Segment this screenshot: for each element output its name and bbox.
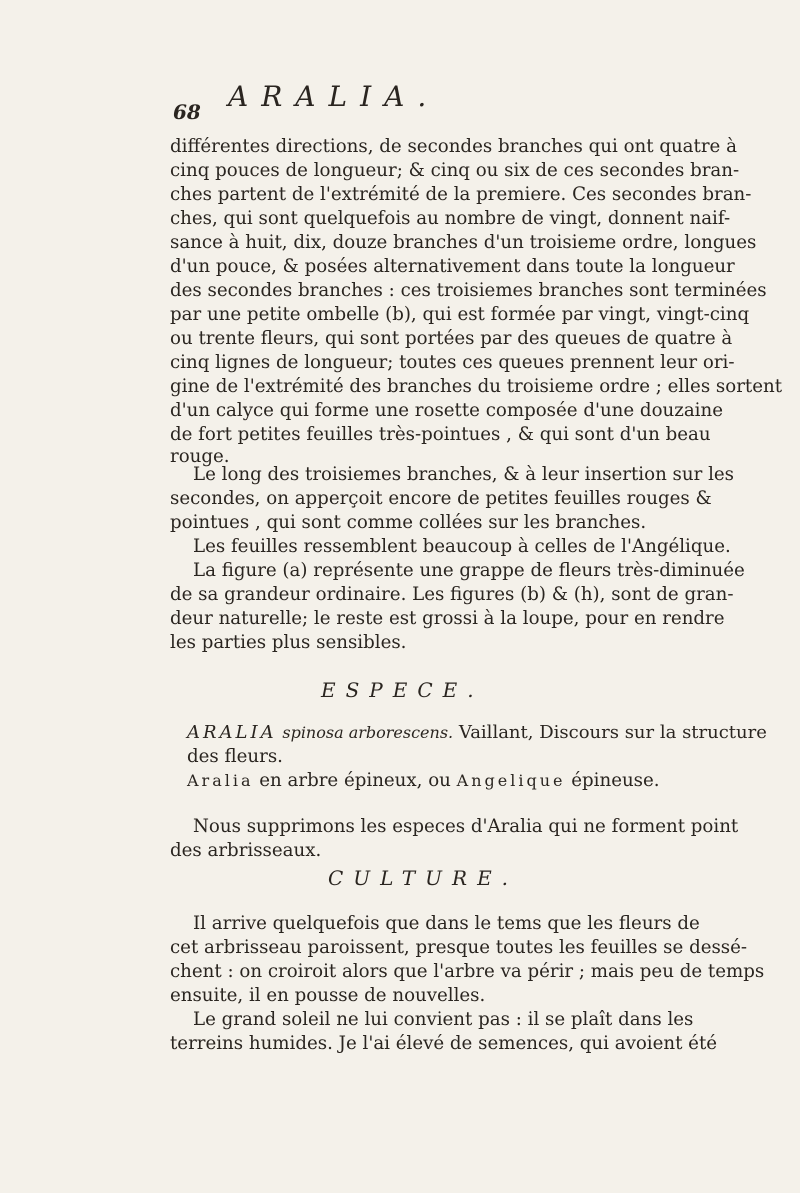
species-latin: spinosa arborescens.	[282, 723, 454, 742]
text-line: de sa grandeur ordinaire. Les figures (b) & (h), sont de gran-	[170, 584, 734, 605]
section-heading-culture: CULTURE.	[328, 866, 519, 890]
text-line: des arbrisseaux.	[170, 840, 322, 861]
text-line: ou trente fleurs, qui sont portées par des queues de quatre à	[170, 328, 733, 349]
page-number: 68	[173, 100, 201, 124]
text-line: Nous supprimons les especes d'Aralia qui ne forment point	[193, 816, 739, 837]
text-line: par une petite ombelle (b), qui est formée par vingt, vingt-cinq	[170, 304, 750, 325]
french-name-end: épineuse.	[565, 770, 660, 791]
text-line: La figure (a) représente une grappe de fleurs très-diminuée	[193, 560, 745, 581]
text-line: d'un calyce qui forme une rosette composée d'une douzaine	[170, 400, 723, 421]
text-line: cet arbrisseau paroissent, presque toutes les feuilles se dessé-	[170, 937, 748, 958]
text-line: les parties plus sensibles.	[170, 632, 407, 653]
species-name: ARALIA	[187, 722, 277, 743]
text-line: des secondes branches : ces troisiemes branches sont terminées	[170, 280, 767, 301]
species-reference-text: Vaillant, Discours sur la structure	[453, 722, 767, 743]
text-line: de fort petites feuilles très-pointues , & qui sont d'un beau	[170, 424, 711, 445]
text-line: chent : on croiroit alors que l'arbre va périr ; mais peu de temps	[170, 961, 765, 982]
french-name-line	[187, 769, 660, 793]
text-line: gine de l'extrémité des branches du troisieme ordre ; elles sortent	[170, 376, 783, 397]
text-line: Le long des troisiemes branches, & à leur insertion sur les	[193, 464, 734, 485]
angelique-smallcaps: Angelique	[456, 771, 566, 790]
text-line: rouge.	[170, 446, 230, 467]
text-line: Il arrive quelquefois que dans le tems que les fleurs de	[193, 913, 700, 934]
text-line: différentes directions, de secondes branches qui ont quatre à	[170, 136, 737, 157]
text-line: cinq pouces de longueur; & cinq ou six de ces secondes bran-	[170, 160, 740, 181]
text-line: d'un pouce, & posées alternativement dans toute la longueur	[170, 256, 735, 277]
running-head: ARALIA.	[228, 80, 440, 113]
genus-smallcaps: Aralia	[187, 771, 254, 790]
text-line: des fleurs.	[187, 746, 283, 767]
text-line: secondes, on apperçoit encore de petites feuilles rouges &	[170, 488, 712, 509]
text-line: sance à huit, dix, douze branches d'un troisieme ordre, longues	[170, 232, 757, 253]
text-line: Le grand soleil ne lui convient pas : il se plaît dans les	[193, 1009, 694, 1030]
text-line: deur naturelle; le reste est grossi à la loupe, pour en rendre	[170, 608, 725, 629]
text-line: ches partent de l'extrémité de la premiere. Ces secondes bran-	[170, 184, 752, 205]
text-line: cinq lignes de longueur; toutes ces queues prennent leur ori-	[170, 352, 735, 373]
french-name-text: en arbre épineux, ou	[253, 770, 457, 791]
text-line: ches, qui sont quelquefois au nombre de vingt, donnent naif-	[170, 208, 731, 229]
text-line: terreins humides. Je l'ai élevé de semences, qui avoient été	[170, 1033, 718, 1054]
text-line: ensuite, il en pousse de nouvelles.	[170, 985, 486, 1006]
text-line: pointues , qui sont comme collées sur les branches.	[170, 512, 647, 533]
species-reference	[187, 722, 767, 743]
text-line: Les feuilles ressemblent beaucoup à celles de l'Angélique.	[193, 536, 731, 557]
section-heading-espece: ESPECE.	[321, 678, 484, 702]
